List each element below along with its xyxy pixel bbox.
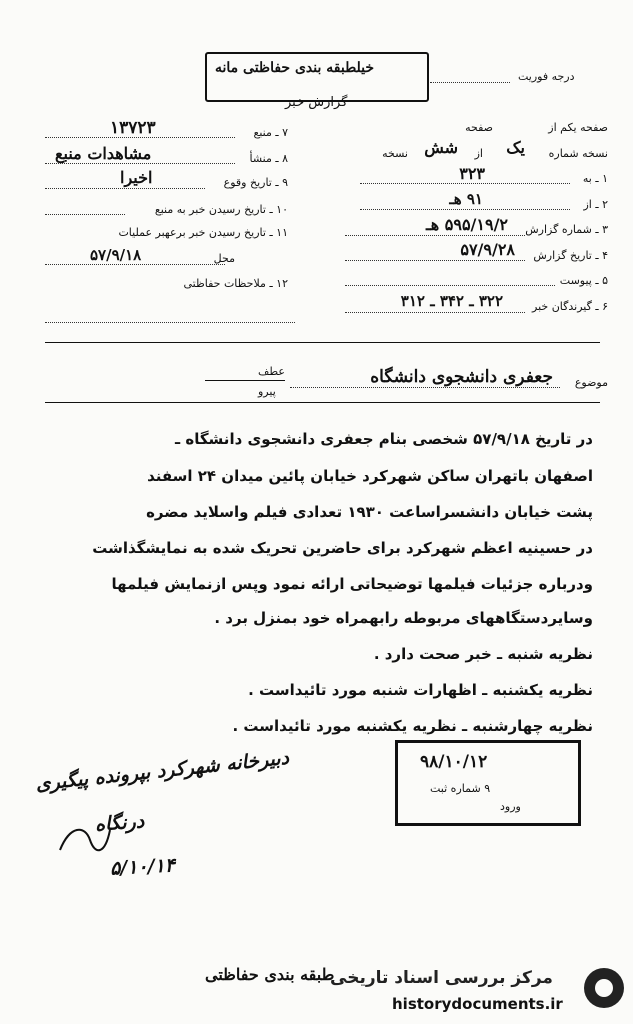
subject-value: جعفری دانشجوی دانشگاه [370, 367, 553, 387]
handwritten-note-line-2: درنگاه [94, 810, 145, 836]
to-dots [360, 183, 570, 184]
body-line-2: اصفهان باتهران ساکن شهرکرد خیابان پائین میدان ۲۴ اسفند [147, 467, 593, 485]
body-line-4: در حسینیه اعظم شهرکرد برای حاضرین تحریک شده به نمایشگذاشت [92, 539, 593, 557]
origin-label: ۸ ـ منشأ [249, 152, 288, 165]
body-line-7: نظریه شنبه ـ خبر صحت دارد . [373, 645, 593, 663]
archive-website: historydocuments.ir [392, 995, 563, 1013]
recipients-dots [345, 312, 525, 313]
report-date-value: ۵۷/۹/۲۸ [460, 240, 515, 259]
source-value: ۱۳۷۲۳ [110, 118, 156, 138]
place-dots [45, 264, 225, 265]
footer-classification-stamp: طبقه بندی حفاظتی [205, 965, 335, 984]
from-value: ۹۱ هـ [449, 190, 483, 208]
receipt-source-dots [45, 214, 125, 215]
subject-separator [45, 402, 600, 403]
source-label: ۷ ـ منبع [253, 126, 288, 139]
receipt-stamp-line-3: ورود [500, 800, 521, 813]
report-date-label: ۴ ـ تاریخ گزارش [533, 249, 608, 262]
page-label: صفحه یکم از [548, 121, 608, 134]
copy-label: نسخه شماره [548, 147, 608, 160]
body-line-6: وسایردستگاههای مربوطه رابهمراه خود بمنزل برد . [214, 609, 593, 627]
report-date-dots [345, 260, 525, 261]
classification-stamp-text: خیلطبقه بندی حفاظتی مانه [215, 60, 375, 76]
body-line-3: پشت خیابان دانشسراساعت ۱۹۳۰ تعدادی فیلم واسلاید مضره [146, 503, 593, 521]
report-no-dots [345, 235, 525, 236]
subject-label: موضوع [574, 376, 608, 389]
attachment-dots [345, 285, 555, 286]
report-no-label: ۳ ـ شماره گزارش [525, 223, 608, 236]
event-date-value: اخیرا [120, 168, 153, 187]
body-line-5: ودرباره جزئیات فیلمها توضیحاتی ارائه نمود وپس ازنمایش فیلمها [111, 575, 593, 593]
recipients-label: ۶ ـ گیرندگان خبر [532, 300, 608, 313]
archive-name: مرکز بررسی اسناد تاریخی [330, 968, 553, 988]
notes-dots [45, 322, 295, 323]
event-date-label: ۹ ـ تاریخ وقوع [223, 176, 288, 189]
signature-flourish [55, 820, 115, 860]
archive-logo-icon [584, 968, 624, 1008]
body-line-8: نظریه یکشنبه ـ اظهارات شنبه مورد تائیداست . [248, 681, 593, 699]
subject-dots [290, 387, 560, 388]
origin-value: مشاهدات منبع [55, 144, 152, 163]
priority-dots [430, 82, 510, 83]
receipt-source-label: ۱۰ ـ تاریخ رسیدن خبر به منبع [154, 203, 288, 216]
report-no-value: ۵۹۵/۱۹/۲ هـ [426, 215, 508, 234]
copy-of-label: از [474, 147, 483, 160]
event-date-dots [45, 188, 205, 189]
attachment-label: ۵ ـ پیوست [559, 274, 608, 287]
body-line-1: در تاریخ ۵۷/۹/۱۸ شخصی بنام جعفری دانشجوی دانشگاه ـ [174, 430, 593, 448]
peyro-label: پیرو [258, 385, 276, 398]
from-dots [360, 209, 570, 210]
report-title: گزارش خبر [285, 95, 348, 110]
place-label: محل [213, 252, 235, 265]
page-suffix: صفحه [465, 121, 493, 134]
atf-divider [205, 380, 285, 381]
copy-suffix: نسخه [382, 147, 408, 160]
source-dots [45, 137, 235, 138]
receipt-stamp-line-2: ۹ شماره ثبت [430, 782, 491, 795]
recipients-value: ۳۲۲ ـ ۳۴۲ ـ ۳۱۲ [400, 292, 503, 310]
body-line-9: نظریه چهارشنبه ـ نظریه یکشنبه مورد تائیداست . [232, 717, 593, 735]
from-label: ۲ ـ از [583, 198, 608, 211]
notes-label: ۱۲ ـ ملاحظات حفاظتی [183, 277, 288, 290]
place-value: ۵۷/۹/۱۸ [90, 246, 142, 264]
priority-label: درجه فوریت [518, 70, 575, 83]
to-value: ۳۲۳ [459, 164, 485, 183]
handwritten-note-line-1: دبیرخانه شهرکرد بپرونده پیگیری [34, 746, 290, 796]
copy-value: یک [506, 138, 525, 157]
copy-of-value: شش [424, 138, 458, 157]
origin-dots [45, 163, 235, 164]
receipt-ops-label: ۱۱ ـ تاریخ رسیدن خبر برعهبر عملیات [118, 226, 288, 239]
handwritten-note-line-3: ۵/۱۰/۱۴ [109, 854, 176, 880]
receipt-stamp-line-1: ۹۸/۱۰/۱۲ [420, 752, 488, 772]
to-label: ۱ ـ به [582, 172, 608, 185]
header-separator [45, 342, 600, 343]
atf-label: عطف [258, 365, 285, 378]
